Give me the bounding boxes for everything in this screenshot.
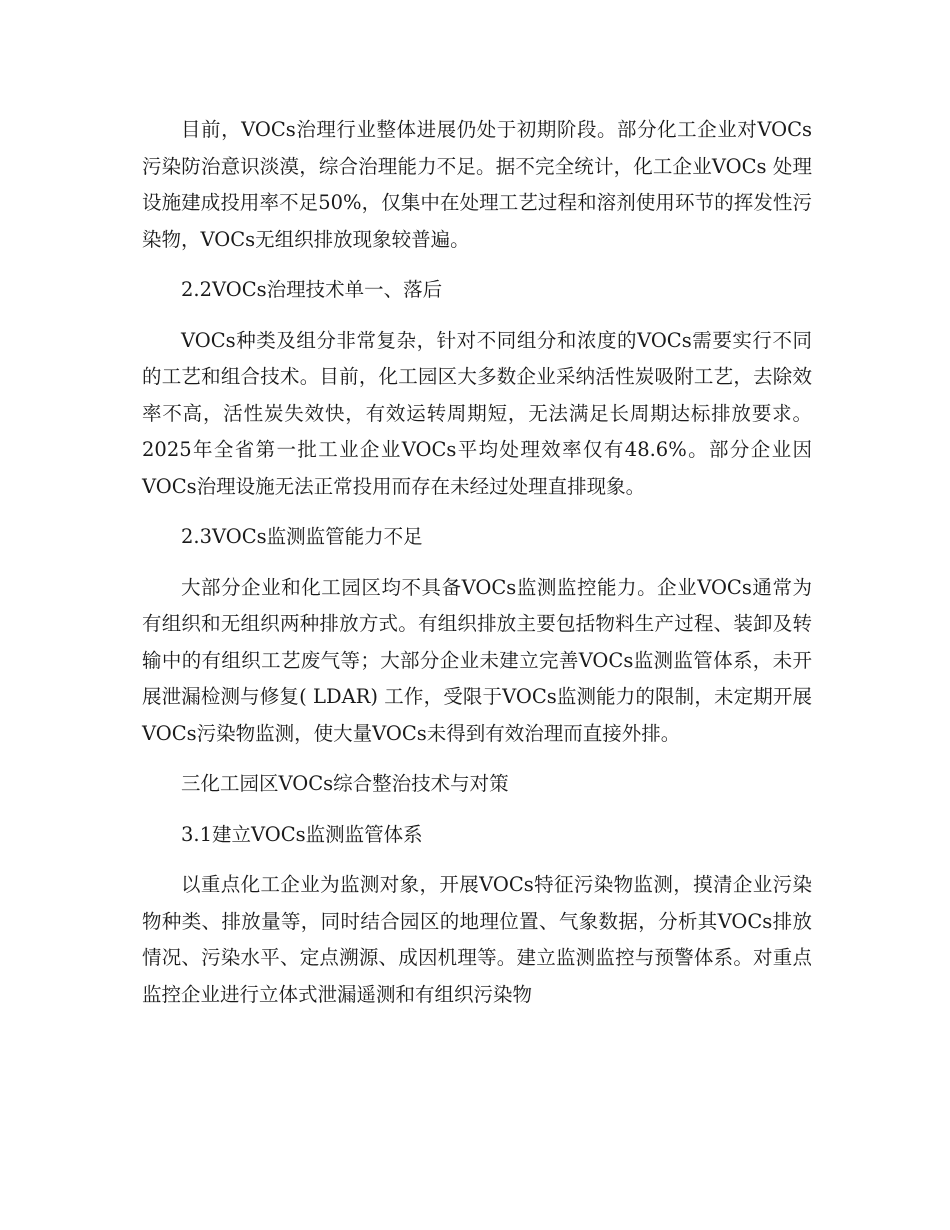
paragraph-technology: VOCs种类及组分非常复杂，针对不同组分和浓度的VOCs需要实行不同的工艺和组合技术。目前，化工园区大多数企业采纳活性炭吸附工艺，去除效率不高，活性炭失效快，有效运转周期短，无法满足长周期达标排放要求。2025年全省第一批工业企业VOCs平均处理效率仅有48.6%。部分企业因VOCs治理设施无法正常投用而存在未经过处理直排现象。 bbox=[142, 328, 812, 498]
heading-3-1: 3.1建立VOCs监测监管体系 bbox=[181, 822, 423, 846]
heading-2-3: 2.3VOCs监测监管能力不足 bbox=[181, 525, 423, 548]
spacer bbox=[142, 803, 812, 817]
paragraph-status: 目前，VOCs治理行业整体进展仍处于初期阶段。部分化工企业对VOCs污染防治意识淡漠，综合治理能力不足。据不完全统计，化工企业VOCs 处理设施建成投用率不足50%，仅集中在处理工艺过程和溶剂使用环节的挥发性污染物，VOCs无组织排放现象较普遍。 bbox=[142, 118, 812, 251]
spacer bbox=[142, 853, 812, 867]
spacer bbox=[142, 505, 812, 519]
heading-section-3: 三化工园区VOCs综合整治技术与对策 bbox=[181, 772, 509, 795]
paragraph-monitoring: 大部分企业和化工园区均不具备VOCs监测监控能力。企业VOCs通常为有组织和无组织两种排放方式。有组织排放主要包括物料生产过程、装卸及转输中的有组织工艺废气等；大部分企业未建立完善VOCs监测监管体系，未开展泄漏检测与修复( LDAR) 工作，受限于VOCs监测能力的限制，未定期开展VOCs污染物监测，使大量VOCs未得到有效治理而直接外排。 bbox=[142, 575, 812, 745]
heading-2-2: 2.2VOCs治理技术单一、落后 bbox=[181, 278, 443, 301]
spacer bbox=[142, 309, 812, 323]
spacer bbox=[142, 258, 812, 272]
paragraph-monitoring-system: 以重点化工企业为监测对象，开展VOCs特征污染物监测，摸清企业污染物种类、排放量等，同时结合园区的地理位置、气象数据，分析其VOCs排放情况、污染水平、定点溯源、成因机理等。建立监测监控与预警体系。对重点监控企业进行立体式泄漏遥测和有组织污染物 bbox=[142, 873, 812, 1006]
spacer bbox=[142, 752, 812, 766]
spacer bbox=[142, 556, 812, 570]
